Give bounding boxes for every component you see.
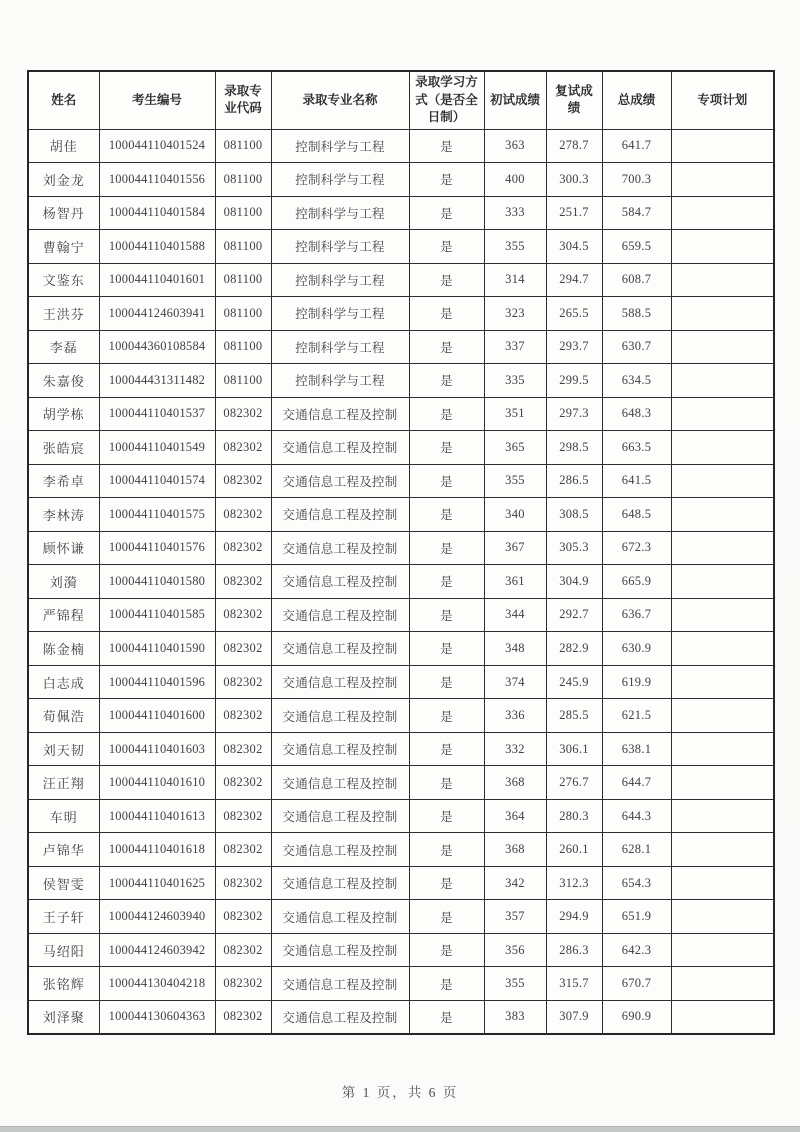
column-header: 初试成绩 [484, 71, 546, 129]
table-row [28, 732, 774, 766]
table-cell: 控制科学与工程 [271, 263, 409, 297]
table-cell: 400 [484, 163, 546, 197]
table-cell: 300.3 [546, 163, 602, 197]
table-cell: 082302 [215, 1000, 271, 1034]
table-cell [671, 833, 774, 867]
table-cell: 082302 [215, 967, 271, 1001]
table-cell [671, 498, 774, 532]
table-cell: 马绍阳 [28, 933, 99, 967]
column-header: 录取专业代码 [215, 71, 271, 129]
table-cell: 286.3 [546, 933, 602, 967]
table-cell: 584.7 [602, 196, 671, 230]
table-cell: 356 [484, 933, 546, 967]
table-cell: 100044110401603 [99, 732, 215, 766]
table-cell: 李希卓 [28, 464, 99, 498]
table-cell: 368 [484, 833, 546, 867]
table-cell: 081100 [215, 163, 271, 197]
table-cell: 100044110401600 [99, 699, 215, 733]
table-cell: 100044110401585 [99, 598, 215, 632]
table-cell: 是 [409, 665, 484, 699]
table-cell: 交通信息工程及控制 [271, 732, 409, 766]
table-cell: 杨智丹 [28, 196, 99, 230]
table-cell: 364 [484, 799, 546, 833]
table-row [28, 364, 774, 398]
table-cell: 交通信息工程及控制 [271, 498, 409, 532]
table-cell: 侯智雯 [28, 866, 99, 900]
table-cell: 100044110401601 [99, 263, 215, 297]
table-row [28, 866, 774, 900]
table-row [28, 330, 774, 364]
table-cell [671, 163, 774, 197]
table-cell [671, 799, 774, 833]
table-cell: 朱嘉俊 [28, 364, 99, 398]
table-cell: 交通信息工程及控制 [271, 531, 409, 565]
table-cell: 交通信息工程及控制 [271, 464, 409, 498]
table-cell: 082302 [215, 799, 271, 833]
table-cell [671, 330, 774, 364]
table-cell: 100044124603941 [99, 297, 215, 331]
table-cell: 控制科学与工程 [271, 364, 409, 398]
table-cell [671, 297, 774, 331]
table-cell: 644.3 [602, 799, 671, 833]
column-header: 录取专业名称 [271, 71, 409, 129]
table-cell: 100044124603940 [99, 900, 215, 934]
table-cell: 李磊 [28, 330, 99, 364]
table-cell: 344 [484, 598, 546, 632]
table-cell: 交通信息工程及控制 [271, 565, 409, 599]
table-cell: 383 [484, 1000, 546, 1034]
table-cell: 297.3 [546, 397, 602, 431]
table-cell [671, 464, 774, 498]
table-cell: 644.7 [602, 766, 671, 800]
table-cell: 荀佩浩 [28, 699, 99, 733]
table-cell: 357 [484, 900, 546, 934]
table-cell: 276.7 [546, 766, 602, 800]
table-cell: 100044110401580 [99, 565, 215, 599]
table-cell: 白志成 [28, 665, 99, 699]
table-cell: 胡学栋 [28, 397, 99, 431]
table-cell: 交通信息工程及控制 [271, 967, 409, 1001]
table-cell: 是 [409, 397, 484, 431]
table-cell: 是 [409, 163, 484, 197]
table-cell: 355 [484, 230, 546, 264]
table-cell [671, 364, 774, 398]
table-cell: 260.1 [546, 833, 602, 867]
table-cell: 659.5 [602, 230, 671, 264]
table-cell: 100044110401610 [99, 766, 215, 800]
table-cell [671, 900, 774, 934]
table-cell: 顾怀谦 [28, 531, 99, 565]
table-cell [671, 598, 774, 632]
table-cell: 100044110401584 [99, 196, 215, 230]
table-cell: 265.5 [546, 297, 602, 331]
table-cell: 081100 [215, 297, 271, 331]
table-cell [671, 431, 774, 465]
table-cell: 是 [409, 866, 484, 900]
table-cell: 曹翰宁 [28, 230, 99, 264]
table-cell [671, 397, 774, 431]
table-row [28, 163, 774, 197]
table-cell [671, 1000, 774, 1034]
column-header: 复试成绩 [546, 71, 602, 129]
table-cell [671, 766, 774, 800]
column-header: 姓名 [28, 71, 99, 129]
table-cell: 交通信息工程及控制 [271, 766, 409, 800]
table-cell: 630.7 [602, 330, 671, 364]
page-number-footer: 第 1 页，共 6 页 [341, 1085, 459, 1100]
table-cell [671, 632, 774, 666]
table-cell: 323 [484, 297, 546, 331]
table-cell: 王洪芬 [28, 297, 99, 331]
table-cell: 100044110401537 [99, 397, 215, 431]
table-cell: 100044110401625 [99, 866, 215, 900]
table-cell: 控制科学与工程 [271, 230, 409, 264]
table-row [28, 498, 774, 532]
table-cell: 交通信息工程及控制 [271, 397, 409, 431]
table-cell: 082302 [215, 665, 271, 699]
table-cell: 交通信息工程及控制 [271, 933, 409, 967]
table-row [28, 196, 774, 230]
table-cell: 245.9 [546, 665, 602, 699]
table-row [28, 565, 774, 599]
table-cell: 374 [484, 665, 546, 699]
table-cell: 292.7 [546, 598, 602, 632]
table-cell: 700.3 [602, 163, 671, 197]
table-cell: 355 [484, 967, 546, 1001]
table-cell: 刘金龙 [28, 163, 99, 197]
table-row [28, 464, 774, 498]
table-cell: 是 [409, 799, 484, 833]
table-cell: 李林涛 [28, 498, 99, 532]
table-cell: 642.3 [602, 933, 671, 967]
table-cell: 081100 [215, 230, 271, 264]
table-cell: 351 [484, 397, 546, 431]
column-header: 录取学习方式（是否全日制） [409, 71, 484, 129]
table-cell [671, 933, 774, 967]
table-cell: 是 [409, 531, 484, 565]
table-cell: 陈金楠 [28, 632, 99, 666]
table-cell: 367 [484, 531, 546, 565]
table-cell: 333 [484, 196, 546, 230]
table-cell: 张皓宸 [28, 431, 99, 465]
table-cell: 361 [484, 565, 546, 599]
table-cell: 608.7 [602, 263, 671, 297]
table-cell: 648.5 [602, 498, 671, 532]
table-cell: 胡佳 [28, 129, 99, 163]
column-header: 考生编号 [99, 71, 215, 129]
table-cell: 控制科学与工程 [271, 196, 409, 230]
table-cell [671, 699, 774, 733]
table-cell: 交通信息工程及控制 [271, 699, 409, 733]
table-cell: 641.5 [602, 464, 671, 498]
table-cell: 636.7 [602, 598, 671, 632]
table-cell: 是 [409, 699, 484, 733]
table-cell: 100044360108584 [99, 330, 215, 364]
table-cell: 是 [409, 498, 484, 532]
table-cell [671, 531, 774, 565]
table-cell: 是 [409, 565, 484, 599]
table-cell: 336 [484, 699, 546, 733]
column-header: 专项计划 [671, 71, 774, 129]
table-cell: 文鉴东 [28, 263, 99, 297]
table-cell: 082302 [215, 732, 271, 766]
table-cell: 交通信息工程及控制 [271, 900, 409, 934]
table-cell: 307.9 [546, 1000, 602, 1034]
table-cell: 628.1 [602, 833, 671, 867]
table-cell: 082302 [215, 397, 271, 431]
table-cell: 100044130404218 [99, 967, 215, 1001]
table-cell: 交通信息工程及控制 [271, 799, 409, 833]
table-row [28, 297, 774, 331]
table-cell: 337 [484, 330, 546, 364]
table-cell: 082302 [215, 431, 271, 465]
table-cell: 294.7 [546, 263, 602, 297]
table-cell: 是 [409, 364, 484, 398]
table-cell: 张铭辉 [28, 967, 99, 1001]
table-cell: 是 [409, 933, 484, 967]
table-cell: 285.5 [546, 699, 602, 733]
table-cell: 081100 [215, 129, 271, 163]
table-cell: 619.9 [602, 665, 671, 699]
table-cell: 294.9 [546, 900, 602, 934]
table-cell: 是 [409, 263, 484, 297]
table-cell: 100044110401618 [99, 833, 215, 867]
table-row [28, 900, 774, 934]
table-cell [671, 866, 774, 900]
table-cell: 082302 [215, 464, 271, 498]
table-cell: 是 [409, 431, 484, 465]
table-cell: 082302 [215, 531, 271, 565]
table-cell: 293.7 [546, 330, 602, 364]
table-body [28, 129, 774, 1034]
table-cell [671, 230, 774, 264]
table-cell: 082302 [215, 498, 271, 532]
page-edge-divider [0, 1126, 800, 1132]
table-cell: 082302 [215, 900, 271, 934]
table-cell: 081100 [215, 330, 271, 364]
table-cell: 刘天韧 [28, 732, 99, 766]
table-cell: 交通信息工程及控制 [271, 598, 409, 632]
table-cell: 王子轩 [28, 900, 99, 934]
table-cell: 是 [409, 766, 484, 800]
table-cell: 100044124603942 [99, 933, 215, 967]
table-cell: 365 [484, 431, 546, 465]
table-cell: 100044110401588 [99, 230, 215, 264]
table-cell: 304.5 [546, 230, 602, 264]
table-cell: 082302 [215, 632, 271, 666]
table-row [28, 397, 774, 431]
table-cell: 100044110401613 [99, 799, 215, 833]
table-cell: 648.3 [602, 397, 671, 431]
table-cell: 298.5 [546, 431, 602, 465]
table-cell: 082302 [215, 565, 271, 599]
table-cell: 交通信息工程及控制 [271, 1000, 409, 1034]
table-cell [671, 196, 774, 230]
table-cell [671, 565, 774, 599]
table-cell: 282.9 [546, 632, 602, 666]
table-cell: 670.7 [602, 967, 671, 1001]
table-cell: 是 [409, 196, 484, 230]
table-row [28, 263, 774, 297]
table-cell: 汪正翔 [28, 766, 99, 800]
table-cell: 100044110401576 [99, 531, 215, 565]
table-cell: 308.5 [546, 498, 602, 532]
table-cell: 是 [409, 1000, 484, 1034]
table-cell: 100044431311482 [99, 364, 215, 398]
table-cell: 100044110401596 [99, 665, 215, 699]
table-cell: 是 [409, 330, 484, 364]
table-cell: 082302 [215, 699, 271, 733]
table-row [28, 598, 774, 632]
table-cell: 306.1 [546, 732, 602, 766]
table-cell: 是 [409, 900, 484, 934]
table-row [28, 632, 774, 666]
table-cell: 368 [484, 766, 546, 800]
table-cell: 654.3 [602, 866, 671, 900]
table-cell: 刘泽聚 [28, 1000, 99, 1034]
table-cell: 100044110401574 [99, 464, 215, 498]
table-cell: 交通信息工程及控制 [271, 866, 409, 900]
table-cell: 是 [409, 297, 484, 331]
table-cell: 304.9 [546, 565, 602, 599]
table-row [28, 967, 774, 1001]
table-cell: 082302 [215, 598, 271, 632]
table-cell [671, 967, 774, 1001]
table-cell: 315.7 [546, 967, 602, 1001]
table-cell: 588.5 [602, 297, 671, 331]
table-cell: 交通信息工程及控制 [271, 632, 409, 666]
table-cell: 663.5 [602, 431, 671, 465]
table-cell: 672.3 [602, 531, 671, 565]
table-cell: 641.7 [602, 129, 671, 163]
table-cell: 278.7 [546, 129, 602, 163]
table-cell: 630.9 [602, 632, 671, 666]
header-row [28, 71, 774, 129]
table-cell: 251.7 [546, 196, 602, 230]
table-cell: 是 [409, 967, 484, 1001]
table-row [28, 833, 774, 867]
table-cell: 卢锦华 [28, 833, 99, 867]
admission-score-table [27, 70, 775, 1035]
table-cell: 690.9 [602, 1000, 671, 1034]
table-cell: 是 [409, 598, 484, 632]
table-cell: 刘漪 [28, 565, 99, 599]
table-cell: 082302 [215, 933, 271, 967]
table-cell: 交通信息工程及控制 [271, 665, 409, 699]
table-cell: 100044110401575 [99, 498, 215, 532]
table-cell: 控制科学与工程 [271, 330, 409, 364]
table-cell: 车明 [28, 799, 99, 833]
table-cell: 082302 [215, 766, 271, 800]
table-cell: 280.3 [546, 799, 602, 833]
table-row [28, 933, 774, 967]
table-row [28, 531, 774, 565]
table-cell: 是 [409, 632, 484, 666]
table-cell: 286.5 [546, 464, 602, 498]
table-cell: 控制科学与工程 [271, 129, 409, 163]
table-row [28, 766, 774, 800]
table-row [28, 799, 774, 833]
table-cell: 100044110401556 [99, 163, 215, 197]
table-cell: 是 [409, 833, 484, 867]
table-cell [671, 263, 774, 297]
table-cell: 332 [484, 732, 546, 766]
table-cell: 是 [409, 230, 484, 264]
table-cell: 是 [409, 732, 484, 766]
table-cell: 100044110401524 [99, 129, 215, 163]
table-cell: 638.1 [602, 732, 671, 766]
table-cell: 081100 [215, 364, 271, 398]
table-row [28, 129, 774, 163]
table-cell: 340 [484, 498, 546, 532]
table-cell: 交通信息工程及控制 [271, 431, 409, 465]
table-cell [671, 665, 774, 699]
table-cell: 是 [409, 129, 484, 163]
table-cell: 312.3 [546, 866, 602, 900]
table-cell: 621.5 [602, 699, 671, 733]
table-cell: 交通信息工程及控制 [271, 833, 409, 867]
table-cell: 335 [484, 364, 546, 398]
table-cell: 355 [484, 464, 546, 498]
table-cell: 314 [484, 263, 546, 297]
table-cell: 299.5 [546, 364, 602, 398]
table-cell: 是 [409, 464, 484, 498]
table-cell: 305.3 [546, 531, 602, 565]
table-cell: 100044110401549 [99, 431, 215, 465]
table-cell: 082302 [215, 866, 271, 900]
table-cell: 控制科学与工程 [271, 297, 409, 331]
table-cell [671, 732, 774, 766]
table-cell: 665.9 [602, 565, 671, 599]
table-row [28, 230, 774, 264]
table-cell: 100044130604363 [99, 1000, 215, 1034]
table-cell: 081100 [215, 196, 271, 230]
table-row [28, 665, 774, 699]
table-cell: 363 [484, 129, 546, 163]
table-row [28, 1000, 774, 1034]
table-row [28, 431, 774, 465]
table-cell: 651.9 [602, 900, 671, 934]
table-cell: 634.5 [602, 364, 671, 398]
table-cell: 100044110401590 [99, 632, 215, 666]
table-cell: 348 [484, 632, 546, 666]
table-cell: 控制科学与工程 [271, 163, 409, 197]
table-cell: 342 [484, 866, 546, 900]
table-cell: 严锦程 [28, 598, 99, 632]
table-cell: 081100 [215, 263, 271, 297]
table-cell [671, 129, 774, 163]
column-header: 总成绩 [602, 71, 671, 129]
table-row [28, 699, 774, 733]
table-cell: 082302 [215, 833, 271, 867]
